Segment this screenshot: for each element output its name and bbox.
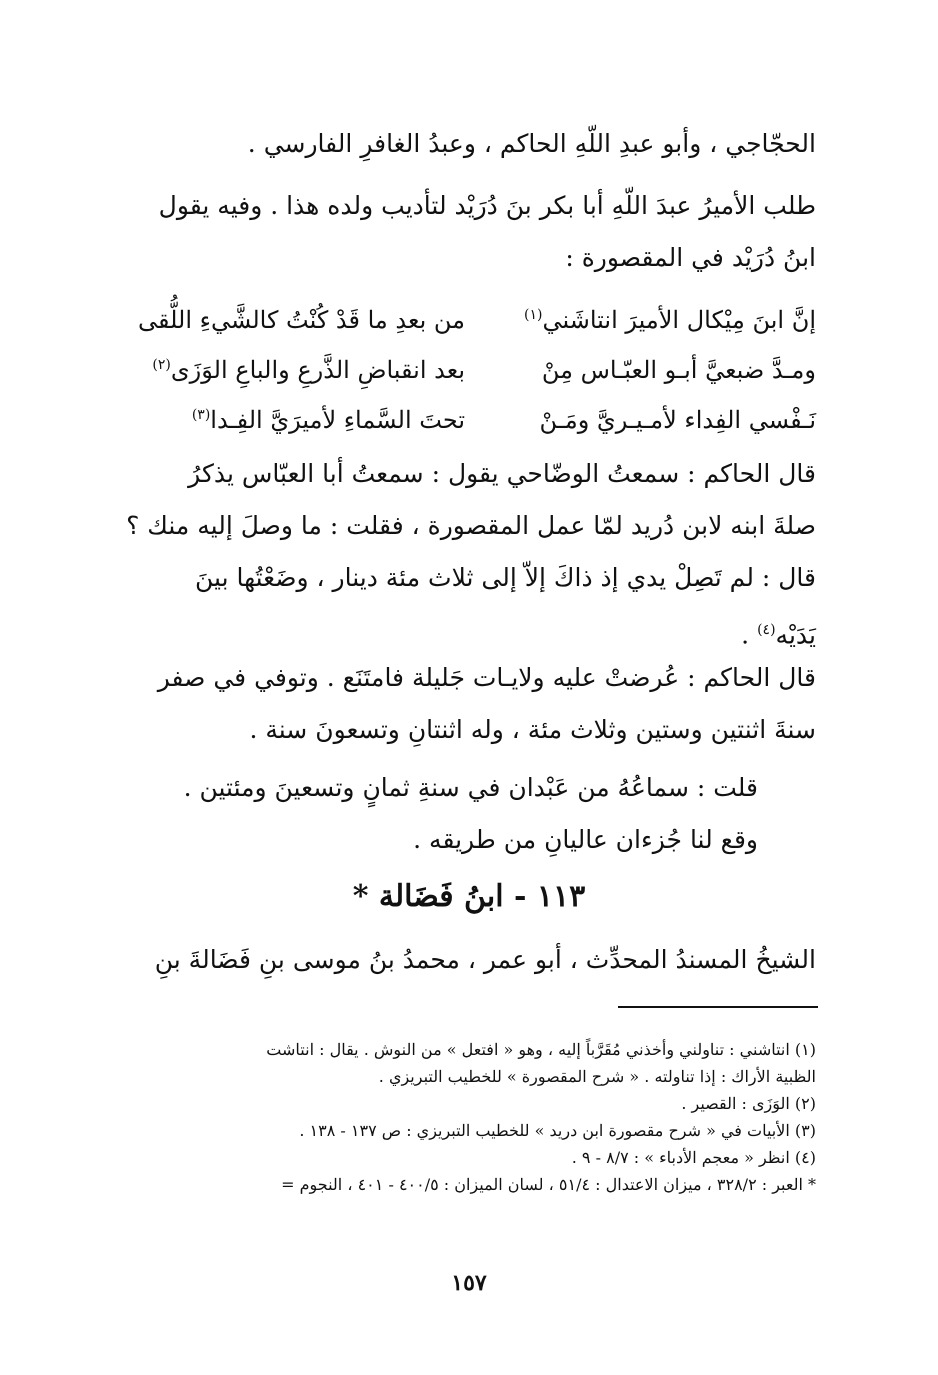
section-heading: ١١٣ - ابنُ فَضَالة * xyxy=(352,879,586,914)
second-hemistich: من بعدِ ما قَدْ كُنْتُ كالشَّيءِ اللُّقى xyxy=(137,306,465,334)
second-hemistich: تحتَ السَّماءِ لأميرَيَّ الفِـدا$^{(٣)}$ xyxy=(191,406,465,434)
first-hemistich: ومـدَّ ضبعيَّ أبـو العبّـاس مِنْ xyxy=(541,356,816,384)
first-hemistich: نَـفْسي الفِداء لأمـيـريَّ ومَـنْ xyxy=(539,406,816,434)
first-hemistich: إنَّ ابنَ مِيْكال الأميرَ انتاشَني$^{(١)}$ xyxy=(524,306,816,334)
footnote-line: (٣) الأبيات في « شرح مقصورة ابن دريد » للخطيب التبريزي : ص ١٣٧ - ١٣٨ . xyxy=(299,1121,816,1140)
text-line: قلت : سماعُهُ من عَبْدان في سنةِ ثمانٍ وتسعينَ ومئتين . xyxy=(183,773,758,802)
footnote-line: الظبية الأراك : إذا تناولته . « شرح المقصورة » للخطيب التبريزي . xyxy=(378,1067,816,1086)
footnote-ref: (٢) xyxy=(152,357,171,373)
text-line: طلب الأميرُ عبدَ اللّهِ أبا بكر بنَ دُرَيْد لتأديب ولده هذا . وفيه يقول xyxy=(158,191,816,220)
paragraph-3 xyxy=(120,448,816,661)
footnote-ref: (١) xyxy=(524,307,543,323)
poem xyxy=(120,290,816,440)
footnote-line: (٤) انظر « معجم الأدباء » : ٨/٧ - ٩ . xyxy=(571,1148,816,1167)
footnote-line: * العبر : ٣٢٨/٢ ، ميزان الاعتدال : ٥١/٤ ، لسان الميزان : ٤٠٠/٥ - ٤٠١ ، النجوم = xyxy=(281,1175,816,1194)
page-number: ١٥٧ xyxy=(451,1270,487,1296)
footnotes xyxy=(116,1036,816,1198)
text-line: سنةَ اثنتين وستين وثلاث مئة ، وله اثنتانِ وتسعونَ سنة . xyxy=(249,715,816,744)
poem-verse xyxy=(120,340,816,390)
footnote-line: (٢) الوَزَى : القصير . xyxy=(681,1094,816,1113)
text-line: الشيخُ المسندُ المحدِّث ، أبو عمر ، محمدُ بنُ موسى بنِ فَضَالةَ بنِ xyxy=(154,945,816,974)
paragraph-1 xyxy=(120,118,816,170)
poem-verse xyxy=(120,290,816,340)
footnote-ref: (٣) xyxy=(191,407,211,423)
footnote-ref: (٤) xyxy=(757,622,776,638)
paragraph-2 xyxy=(120,180,816,284)
footnote-divider xyxy=(618,1006,818,1008)
text-line: قال : لم تَصِلْ يدي إذ ذاكَ إلاّ إلى ثلاث مئة دينار ، وضَعْتُها بينَ xyxy=(195,563,816,592)
text-line: وقع لنا جُزءان عاليانِ من طريقه . xyxy=(413,825,758,854)
text-line: قال الحاكم : سمعتُ الوضّاحي يقول : سمعتُ أبا العبّاس يذكرُ xyxy=(188,459,816,488)
paragraph-4 xyxy=(120,652,816,756)
text-line: قال الحاكم : عُرضتْ عليه ولايـات جَليلة فامتَنَع . وتوفي في صفر xyxy=(157,663,816,692)
text-line: الحجّاجي ، وأبو عبدِ اللّهِ الحاكم ، وعبدُ الغافرِ الفارسي . xyxy=(247,129,816,158)
text-line: ابنُ دُرَيْد في المقصورة : xyxy=(565,243,816,272)
footnote-line: (١) انتاشني : تناولني وأخذني مُقَرَّباً إليه ، وهو « افتعل » من النوش . يقال : انتاشت xyxy=(266,1040,816,1059)
second-hemistich: بعد انقباضِ الذَّرعِ والباعِ الوَزَى$^{(٢)}$ xyxy=(152,356,465,384)
poem-verse xyxy=(120,390,816,440)
text-line: صلةَ ابنه لابن دُريد لمّا عمل المقصورة ، فقلت : ما وصلَ إليه منك ؟ xyxy=(126,511,816,540)
paragraph-5 xyxy=(118,762,758,866)
paragraph-6 xyxy=(120,934,816,986)
text-line: يَدَيْه$^{(٤)}$ . xyxy=(741,620,816,650)
